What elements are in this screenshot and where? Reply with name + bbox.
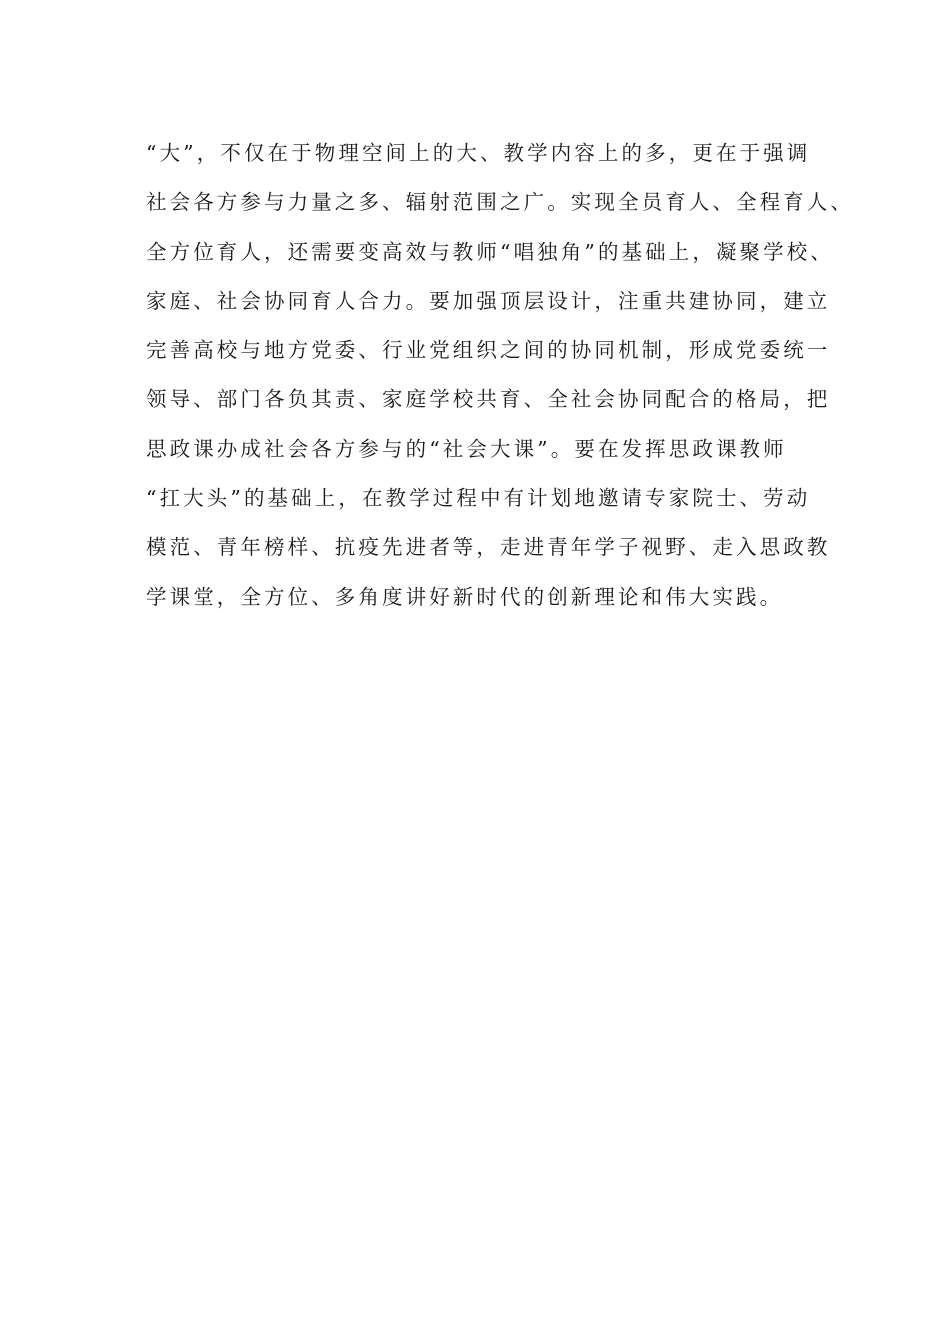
text-line: 完善高校与地方党委、行业党组织之间的协同机制，形成党委统一 (146, 338, 831, 363)
text-line: 思政课办成社会各方参与的“社会大课”。要在发挥思政课教师 (146, 436, 787, 461)
text-line: 学课堂，全方位、多角度讲好新时代的创新理论和伟大实践。 (146, 584, 784, 609)
text-line: “大”，不仅在于物理空间上的大、教学内容上的多，更在于强调 (146, 141, 811, 165)
text-line: 全方位育人，还需要变高效与教师“唱独角”的基础上，凝聚学校、 (146, 239, 834, 264)
text-line: 社会各方参与力量之多、辐射范围之广。实现全员育人、全程育人、 (146, 190, 854, 215)
text-line: 模范、青年榜样、抗疫先进者等，走进青年学子视野、走入思政教 (146, 535, 831, 560)
body-paragraph (146, 136, 854, 629)
text-line: “扛大头”的基础上，在教学过程中有计划地邀请专家院士、劳动 (146, 486, 811, 511)
text-line: 家庭、社会协同育人合力。要加强顶层设计，注重共建协同，建立 (146, 288, 831, 313)
text-line: 领导、部门各负其责、家庭学校共育、全社会协同配合的格局，把 (146, 387, 831, 412)
